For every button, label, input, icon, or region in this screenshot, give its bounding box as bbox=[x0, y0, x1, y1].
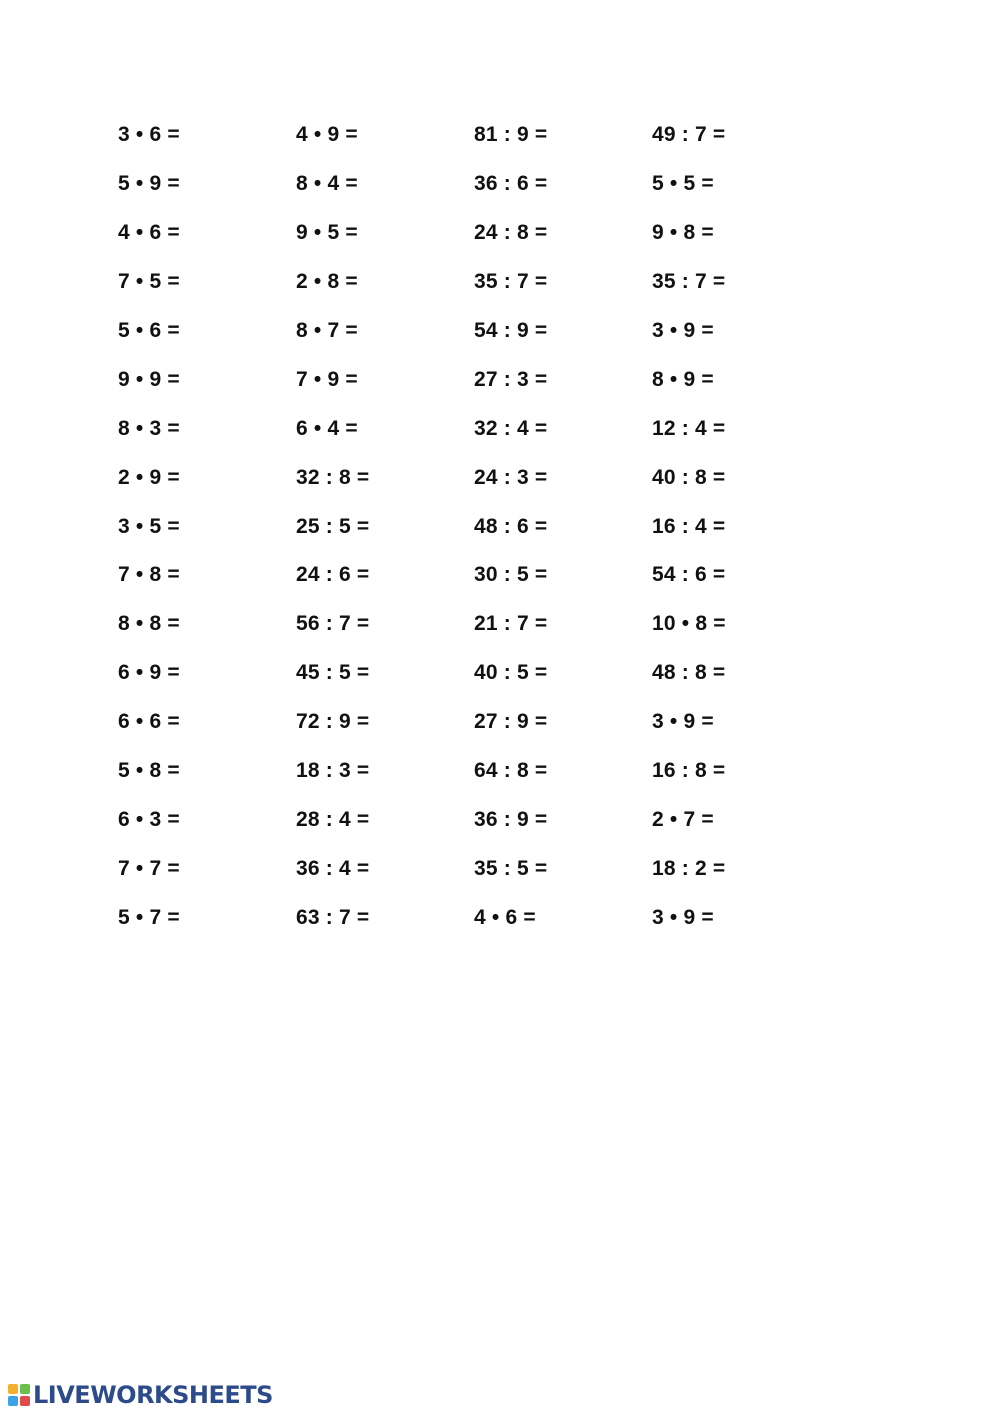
logo-text: LIVEWORKSHEETS bbox=[33, 1381, 273, 1409]
exercise-item: 3 • 9 = bbox=[652, 710, 714, 734]
exercise-item: 9 • 9 = bbox=[118, 367, 180, 391]
exercise-item: 56 : 7 = bbox=[296, 612, 370, 636]
exercise-item: 35 : 7 = bbox=[474, 270, 548, 294]
exercise-item: 5 • 9 = bbox=[118, 172, 180, 196]
exercise-row bbox=[118, 747, 830, 796]
exercise-row bbox=[118, 209, 830, 258]
exercise-item: 18 : 3 = bbox=[296, 759, 370, 783]
exercise-item: 48 : 8 = bbox=[652, 661, 726, 685]
exercise-row bbox=[118, 111, 830, 160]
exercise-row bbox=[118, 893, 830, 942]
exercise-item: 7 • 5 = bbox=[118, 270, 180, 294]
logo-tile bbox=[8, 1384, 18, 1394]
exercise-item: 2 • 9 = bbox=[118, 465, 180, 489]
logo-tile bbox=[20, 1384, 30, 1394]
exercise-item: 40 : 8 = bbox=[652, 465, 726, 489]
exercise-item: 3 • 9 = bbox=[652, 905, 714, 929]
exercise-item: 4 • 6 = bbox=[474, 905, 536, 929]
exercise-item: 36 : 4 = bbox=[296, 856, 370, 880]
exercise-row bbox=[118, 258, 830, 307]
exercise-item: 5 • 8 = bbox=[118, 759, 180, 783]
exercise-item: 30 : 5 = bbox=[474, 563, 548, 587]
exercise-item: 72 : 9 = bbox=[296, 710, 370, 734]
exercise-row bbox=[118, 355, 830, 404]
exercise-row bbox=[118, 649, 830, 698]
exercise-row bbox=[118, 551, 830, 600]
exercise-item: 35 : 7 = bbox=[652, 270, 726, 294]
exercise-item: 40 : 5 = bbox=[474, 661, 548, 685]
exercise-item: 27 : 3 = bbox=[474, 367, 548, 391]
exercise-item: 64 : 8 = bbox=[474, 759, 548, 783]
exercise-item: 6 • 4 = bbox=[296, 416, 358, 440]
exercise-item: 9 • 8 = bbox=[652, 221, 714, 245]
exercise-item: 54 : 9 = bbox=[474, 319, 548, 342]
liveworksheets-logo bbox=[8, 1380, 273, 1410]
exercise-item: 8 • 9 = bbox=[652, 367, 714, 391]
liveworksheets-logo-icon bbox=[8, 1384, 30, 1406]
exercise-item: 32 : 4 = bbox=[474, 416, 548, 440]
logo-tile bbox=[20, 1396, 30, 1406]
exercise-item: 2 • 8 = bbox=[296, 270, 358, 294]
exercise-item: 4 • 9 = bbox=[296, 123, 358, 147]
exercise-item: 3 • 5 = bbox=[118, 514, 180, 538]
exercise-row bbox=[118, 404, 830, 453]
exercise-row bbox=[118, 453, 830, 502]
exercise-item: 3 • 9 = bbox=[652, 319, 714, 342]
exercise-item: 18 : 2 = bbox=[652, 856, 726, 880]
exercise-item: 35 : 5 = bbox=[474, 856, 548, 880]
exercise-row bbox=[118, 844, 830, 893]
exercise-row bbox=[118, 698, 830, 747]
exercise-row bbox=[118, 307, 830, 356]
exercise-row bbox=[118, 502, 830, 551]
exercise-row bbox=[118, 160, 830, 209]
exercise-item: 8 • 4 = bbox=[296, 172, 358, 196]
exercise-item: 8 • 3 = bbox=[118, 416, 180, 440]
exercise-item: 10 • 8 = bbox=[652, 612, 726, 636]
exercise-item: 16 : 4 = bbox=[652, 514, 726, 538]
exercise-item: 25 : 5 = bbox=[296, 514, 370, 538]
exercise-item: 36 : 6 = bbox=[474, 172, 548, 196]
exercise-item: 32 : 8 = bbox=[296, 465, 370, 489]
exercise-item: 8 • 7 = bbox=[296, 319, 358, 342]
exercise-item: 24 : 6 = bbox=[296, 563, 370, 587]
exercise-item: 21 : 7 = bbox=[474, 612, 548, 636]
exercise-row bbox=[118, 795, 830, 844]
exercise-item: 36 : 9 = bbox=[474, 807, 548, 831]
exercise-item: 9 • 5 = bbox=[296, 221, 358, 245]
exercise-item: 6 • 3 = bbox=[118, 807, 180, 831]
exercise-item: 24 : 3 = bbox=[474, 465, 548, 489]
exercise-item: 81 : 9 = bbox=[474, 123, 548, 147]
exercise-item: 8 • 8 = bbox=[118, 612, 180, 636]
exercise-item: 49 : 7 = bbox=[652, 123, 726, 147]
exercise-item: 63 : 7 = bbox=[296, 905, 370, 929]
exercise-item: 16 : 8 = bbox=[652, 759, 726, 783]
exercise-item: 4 • 6 = bbox=[118, 221, 180, 245]
exercise-item: 24 : 8 = bbox=[474, 221, 548, 245]
exercise-item: 48 : 6 = bbox=[474, 514, 548, 538]
exercise-row bbox=[118, 600, 830, 649]
exercise-item: 7 • 8 = bbox=[118, 563, 180, 587]
exercise-item: 6 • 6 = bbox=[118, 710, 180, 734]
exercise-grid bbox=[118, 111, 830, 942]
exercise-item: 45 : 5 = bbox=[296, 661, 370, 685]
exercise-item: 2 • 7 = bbox=[652, 807, 714, 831]
exercise-item: 54 : 6 = bbox=[652, 563, 726, 587]
exercise-item: 7 • 9 = bbox=[296, 367, 358, 391]
exercise-item: 5 • 5 = bbox=[652, 172, 714, 196]
exercise-item: 27 : 9 = bbox=[474, 710, 548, 734]
exercise-item: 28 : 4 = bbox=[296, 807, 370, 831]
exercise-item: 6 • 9 = bbox=[118, 661, 180, 685]
logo-tile bbox=[8, 1396, 18, 1406]
exercise-item: 3 • 6 = bbox=[118, 123, 180, 147]
exercise-item: 12 : 4 = bbox=[652, 416, 726, 440]
exercise-item: 7 • 7 = bbox=[118, 856, 180, 880]
exercise-item: 5 • 7 = bbox=[118, 905, 180, 929]
exercise-item: 5 • 6 = bbox=[118, 319, 180, 342]
